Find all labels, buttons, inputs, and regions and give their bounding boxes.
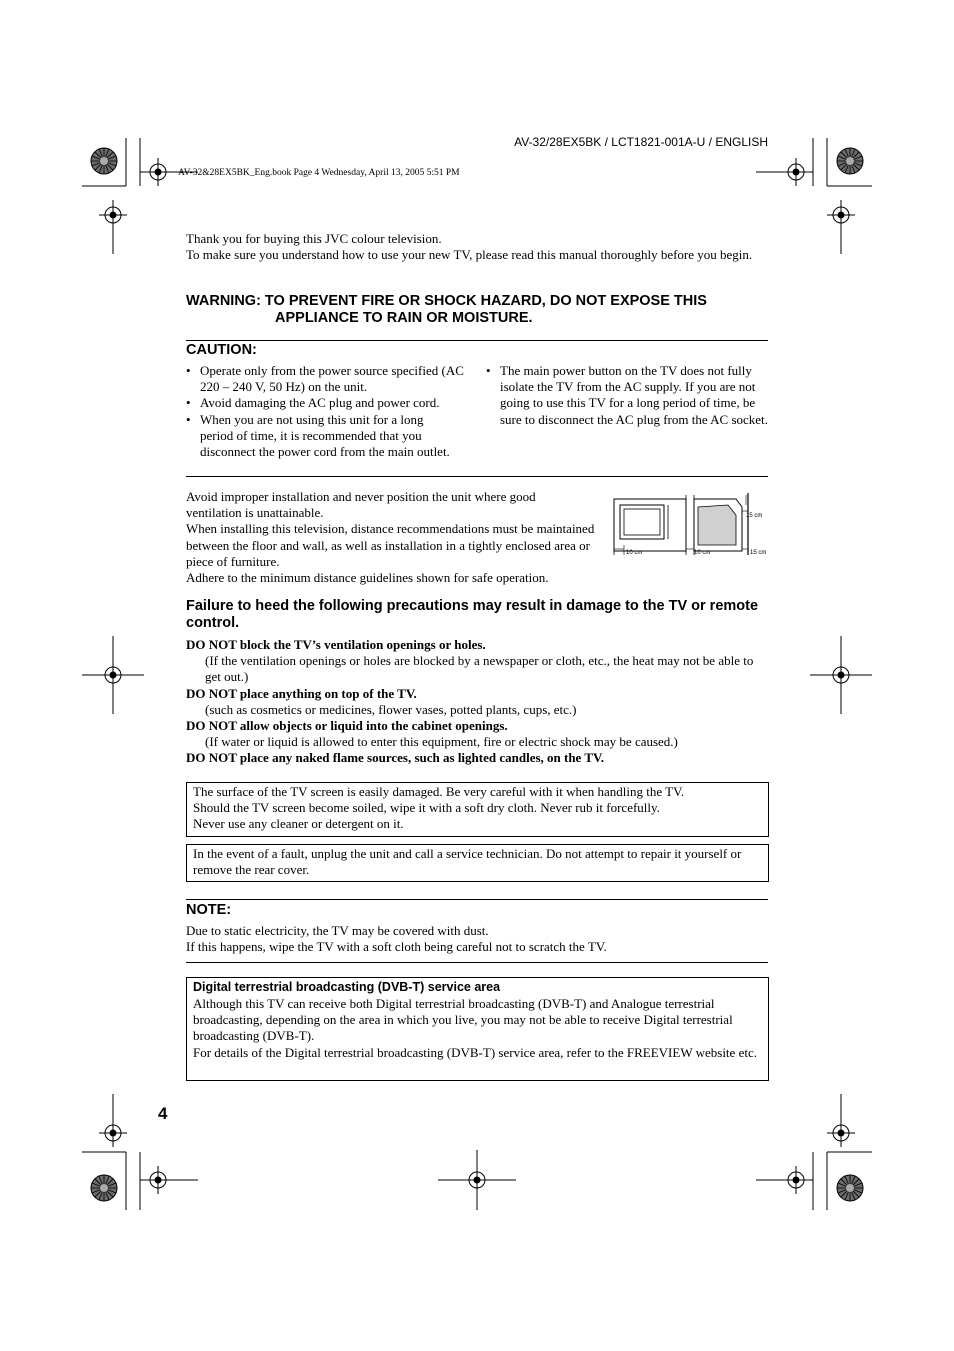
model-line: AV-32/28EX5BK / LCT1821-001A-U / ENGLISH: [514, 135, 768, 149]
precaution-detail: (If water or liquid is allowed to enter this equipment, fire or electric shock may be caused.): [205, 734, 678, 750]
intro-line-1: Thank you for buying this JVC colour television.: [186, 231, 442, 246]
caution-item: • The main power button on the TV does not fully isolate the TV from the AC supply. If you are not going to use this TV for a long period of time, be sure to disconnect the AC plug from the AC socket.: [486, 363, 768, 428]
precaution-head: DO NOT allow objects or liquid into the cabinet openings.: [186, 718, 508, 734]
note-line-1: Due to static electricity, the TV may be covered with dust.: [186, 923, 489, 938]
caution-item: • When you are not using this unit for a long period of time, it is recommended that you disconnect the power cord from the main outlet.: [186, 412, 472, 461]
divider-4: [186, 962, 768, 963]
diagram-label-left: 10 cm: [626, 550, 643, 556]
caution-item: • Operate only from the power source specified (AC 220 – 240 V, 50 Hz) on the unit.: [186, 363, 472, 395]
intro-line-2: To make sure you understand how to use your new TV, please read this manual thoroughly before you begin.: [186, 247, 753, 263]
note-text: [186, 923, 768, 955]
fault-text: In the event of a fault, unplug the unit and call a service technician. Do not attempt to repair it yourself or remove the rear cover.: [193, 846, 742, 878]
precautions-list: [186, 637, 768, 767]
fault-box: [186, 844, 769, 882]
warning-heading: [186, 293, 776, 327]
crop-mark-bottom-left: [82, 1094, 198, 1210]
diagram-label-middle: 10 cm: [694, 550, 711, 556]
screen-care-line-2: Should the TV screen become soiled, wipe it with a soft dry cloth. Never rub it forcefully.: [193, 800, 660, 816]
installation-text: [186, 489, 598, 586]
caution-right-list: [486, 363, 768, 428]
precaution-head: DO NOT block the TV’s ventilation openings or holes.: [186, 637, 486, 652]
divider-2: [186, 476, 768, 477]
installation-p2: When installing this television, distance recommendations must be maintained between the floor and wall, as well as installation in a tightly enclosed area or piece of furniture.: [186, 521, 595, 569]
note-line-2: If this happens, wipe the TV with a soft cloth being careful not to scratch the TV.: [186, 939, 607, 955]
caution-left-list: [186, 363, 472, 460]
precautions-title: Failure to heed the following precautions may result in damage to the TV or remote control.: [186, 598, 759, 631]
warning-line-1: WARNING: TO PREVENT FIRE OR SHOCK HAZARD, DO NOT EXPOSE THIS: [186, 293, 707, 309]
registration-mark-mid-right: [810, 636, 872, 714]
warning-line-2: APPLIANCE TO RAIN OR MOISTURE.: [275, 310, 533, 326]
registration-mark-bottom-center: [438, 1150, 516, 1210]
dvb-p2: For details of the Digital terrestrial broadcasting (DVB-T) service area, refer to the FREEVIEW website etc.: [193, 1044, 757, 1060]
caution-item: • Avoid damaging the AC plug and power cord.: [186, 395, 472, 411]
caution-title: CAUTION:: [186, 342, 257, 358]
screen-care-line-1: The surface of the TV screen is easily damaged. Be very careful with it when handling the TV.: [193, 784, 685, 799]
dvb-box: [186, 977, 769, 1081]
precaution-detail: (If the ventilation openings or holes are blocked by a newspaper or cloth, etc., the heat may not be able to get out.): [205, 653, 754, 685]
screen-care-box: [186, 782, 769, 837]
crop-mark-bottom-right: [756, 1094, 872, 1210]
precaution-detail: (such as cosmetics or medicines, flower vases, potted plants, cups, etc.): [205, 701, 577, 717]
dvb-p1: Although this TV can receive both Digital terrestrial broadcasting (DVB-T) and Analogue terrestrial broadcasting, depending on the area in which you live, you may not be able to receive Digital terrestrial broadcasting (DVB-T).: [193, 996, 733, 1044]
crop-mark-top-right: [756, 138, 872, 254]
diagram-label-right: 15 cm: [750, 550, 767, 556]
installation-p1: Avoid improper installation and never position the unit where good ventilation is unattainable.: [186, 489, 536, 521]
precaution-head: DO NOT place any naked flame sources, such as lighted candles, on the TV.: [186, 750, 604, 766]
divider-3: [186, 899, 768, 900]
intro: [186, 231, 768, 263]
clearance-diagram: [610, 493, 770, 559]
installation-p3: Adhere to the minimum distance guidelines shown for safe operation.: [186, 570, 549, 586]
page-number: 4: [158, 1104, 168, 1123]
divider-1: [186, 340, 768, 341]
note-title: NOTE:: [186, 902, 232, 918]
crop-mark-top-left: [82, 138, 198, 254]
screen-care-line-3: Never use any cleaner or detergent on it.: [193, 816, 404, 832]
dvb-title: Digital terrestrial broadcasting (DVB-T) service area: [193, 980, 501, 994]
diagram-label-top: 15 cm: [746, 513, 763, 519]
book-line: AV-32&28EX5BK_Eng.book Page 4 Wednesday, April 13, 2005 5:51 PM: [178, 168, 460, 178]
precaution-head: DO NOT place anything on top of the TV.: [186, 685, 417, 701]
registration-mark-mid-left: [82, 636, 144, 714]
